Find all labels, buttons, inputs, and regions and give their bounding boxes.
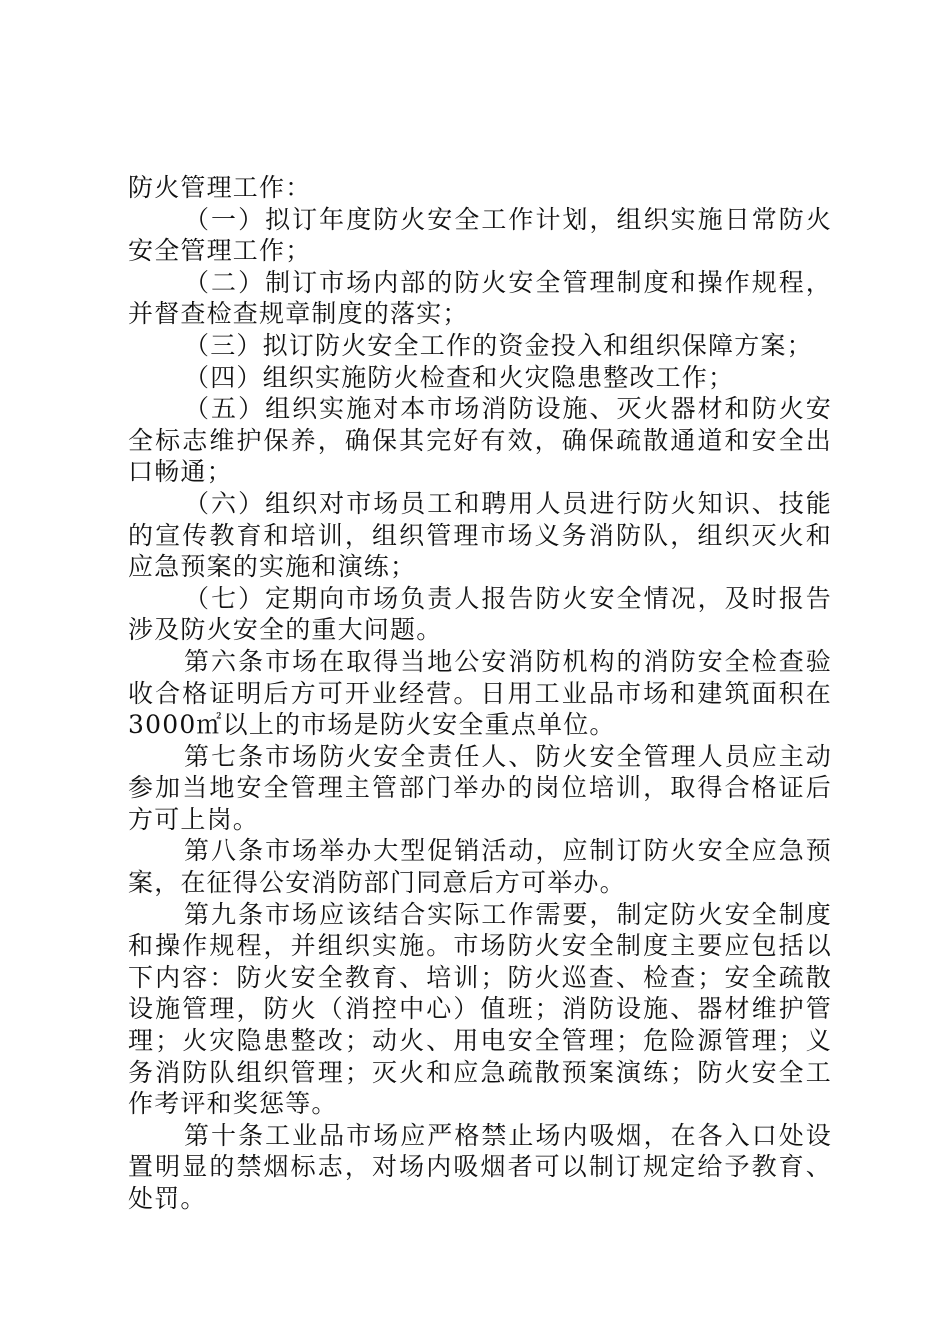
paragraph-article-8: 第八条市场举办大型促销活动，应制订防火安全应急预案，在征得公安消防部门同意后方可举办。 (128, 836, 832, 898)
paragraph-item-6: （六）组织对市场员工和聘用人员进行防火知识、技能的宣传教育和培训，组织管理市场义务消防队，组织灭火和应急预案的实施和演练； (128, 488, 832, 582)
paragraph-article-10: 第十条工业品市场应严格禁止场内吸烟，在各入口处设置明显的禁烟标志，对场内吸烟者可以制订规定给予教育、处罚。 (128, 1120, 832, 1213)
paragraph-item-7: （七）定期向市场负责人报告防火安全情况，及时报告涉及防火安全的重大问题。 (128, 583, 832, 645)
paragraph-item-2: （二）制订市场内部的防火安全管理制度和操作规程，并督查检查规章制度的落实； (128, 267, 832, 329)
paragraph-item-3: （三）拟订防火安全工作的资金投入和组织保障方案； (184, 330, 813, 360)
paragraph-article-7: 第七条市场防火安全责任人、防火安全管理人员应主动参加当地安全管理主管部门举办的岗位培训，取得合格证后方可上岗。 (128, 741, 832, 834)
paragraph-item-4: （四）组织实施防火检查和火灾隐患整改工作； (184, 362, 735, 392)
paragraph-article-6: 第六条市场在取得当地公安消防机构的消防安全检查验收合格证明后方可开业经营。日用工业品市场和建筑面积在 3000㎡以上的市场是防火安全重点单位。 (128, 646, 832, 740)
paragraph-article-9: 第九条市场应该结合实际工作需要，制定防火安全制度和操作规程，并组织实施。市场防火安全制度主要应包括以下内容：防火安全教育、培训；防火巡查、检查；安全疏散设施管理，防火（消控中心）值班；消防设施、器材维护管理；火灾隐患整改；动火、用电安全管理；危险源管理；义务消防队组织管理；灭火和应急疏散预案演练；防火安全工作考评和奖惩等。 (128, 899, 832, 1119)
paragraph-intro: 防火管理工作： (128, 173, 312, 202)
document-page (128, 172, 832, 1215)
paragraph-item-5: （五）组织实施对本市场消防设施、灭火器材和防火安全标志维护保养，确保其完好有效，确保疏散通道和安全出口畅通； (128, 394, 832, 487)
paragraph-item-1: （一）拟订年度防火安全工作计划，组织实施日常防火安全管理工作； (128, 204, 832, 266)
